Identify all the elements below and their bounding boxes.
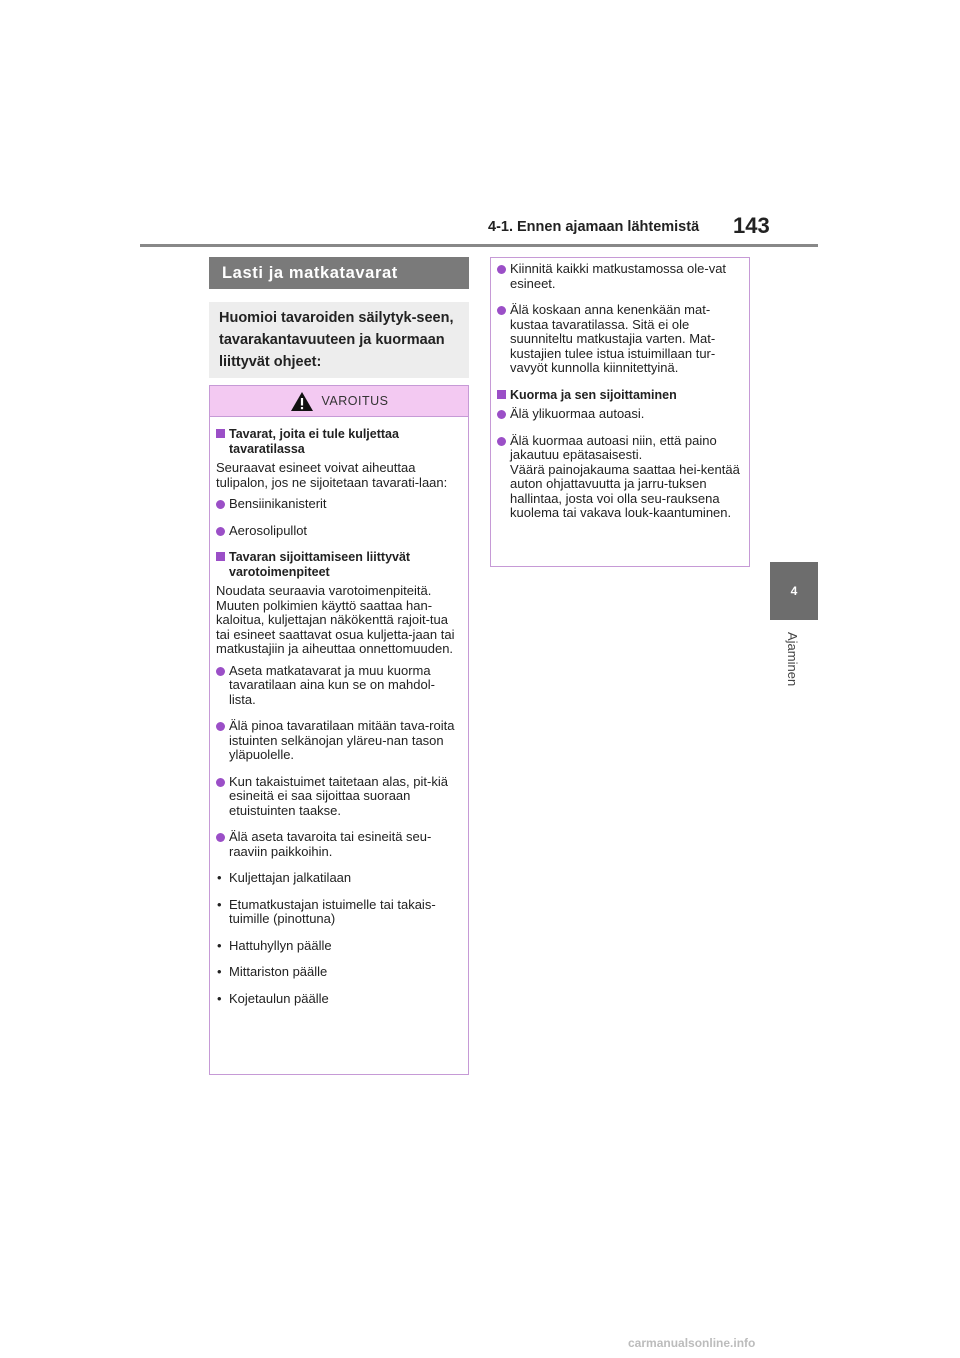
warning-label: VAROITUS [321,394,389,408]
dot-item: Kiinnitä kaikki matkustamossa ole-vat esineet. [497,262,740,291]
bullet-item: • Kuljettajan jalkatilaan [216,871,459,886]
subheading: Tavaran sijoittamiseen liittyvät varotoimenpiteet [216,550,459,579]
bullet-item: • Mittariston päälle [216,965,459,980]
page-title: Lasti ja matkatavarat [209,257,469,289]
dot-item: Älä koskaan anna kenenkään mat-kustaa tavaratilassa. Sitä ei ole suunniteltu matkustajia varten. Mat-kustajien tulee istua istuimillaan tur-vavyöt kunnolla kiinnitettyinä. [497,303,740,376]
dot-item: Kun takaistuimet taitetaan alas, pit-kiä esineitä ei saa sijoittaa suoraan etuistuinten taakse. [216,775,459,819]
dot-item: Älä kuormaa autoasi niin, että paino jakautuu epätasaisesti. Väärä painojakauma saattaa hei-kentää auton ohjattavuutta ja jarru-tuksen hallintaa, josta voi olla seu-rauksena kuolema tai vakava louk-kaantuminen. [497,434,740,521]
subheading: Kuorma ja sen sijoittaminen [497,388,740,403]
intro-box: Huomioi tavaroiden säilytyk-seen, tavarakantavuuteen ja kuormaan liittyvät ohjeet: [209,302,469,378]
bullet-item: • Hattuhyllyn päälle [216,939,459,954]
paragraph: Seuraavat esineet voivat aiheuttaa tulipalon, jos ne sijoitetaan tavarati-laan: [216,460,448,490]
paragraph: Noudata seuraavia varotoimenpiteitä. Muuten polkimien käyttö saattaa han-kaloitua, kuljettajan näkökenttä rajoit-tua tai esineet saattavat osua kuljetta-jaan tai matkustajiin ja aiheuttaa onnettomuuden. [216,583,455,656]
dot-item: Bensiinikanisterit [216,497,459,512]
dot-item: Aseta matkatavarat ja muu kuorma tavaratilaan aina kun se on mahdol-lista. [216,664,459,708]
dot-item: Älä pinoa tavaratilaan mitään tava-roita istuinten selkänojan yläreu-nan tason yläpuolelle. [216,719,459,763]
header-rule [140,244,818,247]
warning-box [209,385,469,1075]
chapter-number: 4 [790,584,798,598]
chapter-tab[interactable] [770,562,818,620]
warning-body [210,417,468,1006]
right-column-box [490,257,750,567]
watermark: carmanualsonline.info [628,1336,756,1350]
dot-item: Aerosolipullot [216,524,459,539]
page-number: 143 [733,213,770,238]
warning-header [210,386,468,417]
subheading: Tavarat, joita ei tule kuljettaa tavaratilassa [216,427,459,456]
dot-item: Älä aseta tavaroita tai esineitä seu-raaviin paikkoihin. [216,830,459,859]
chapter-label [778,632,808,702]
bullet-item: • Kojetaulun päälle [216,992,459,1007]
dot-item: Älä ylikuormaa autoasi. [497,407,740,422]
bullet-item: • Etumatkustajan istuimelle tai takais-tuimille (pinottuna) [216,898,459,927]
chapter-label-text: Ajaminen [785,632,800,687]
section-title: 4-1. Ennen ajamaan lähtemistä [488,219,700,235]
warning-triangle-icon [290,391,314,412]
